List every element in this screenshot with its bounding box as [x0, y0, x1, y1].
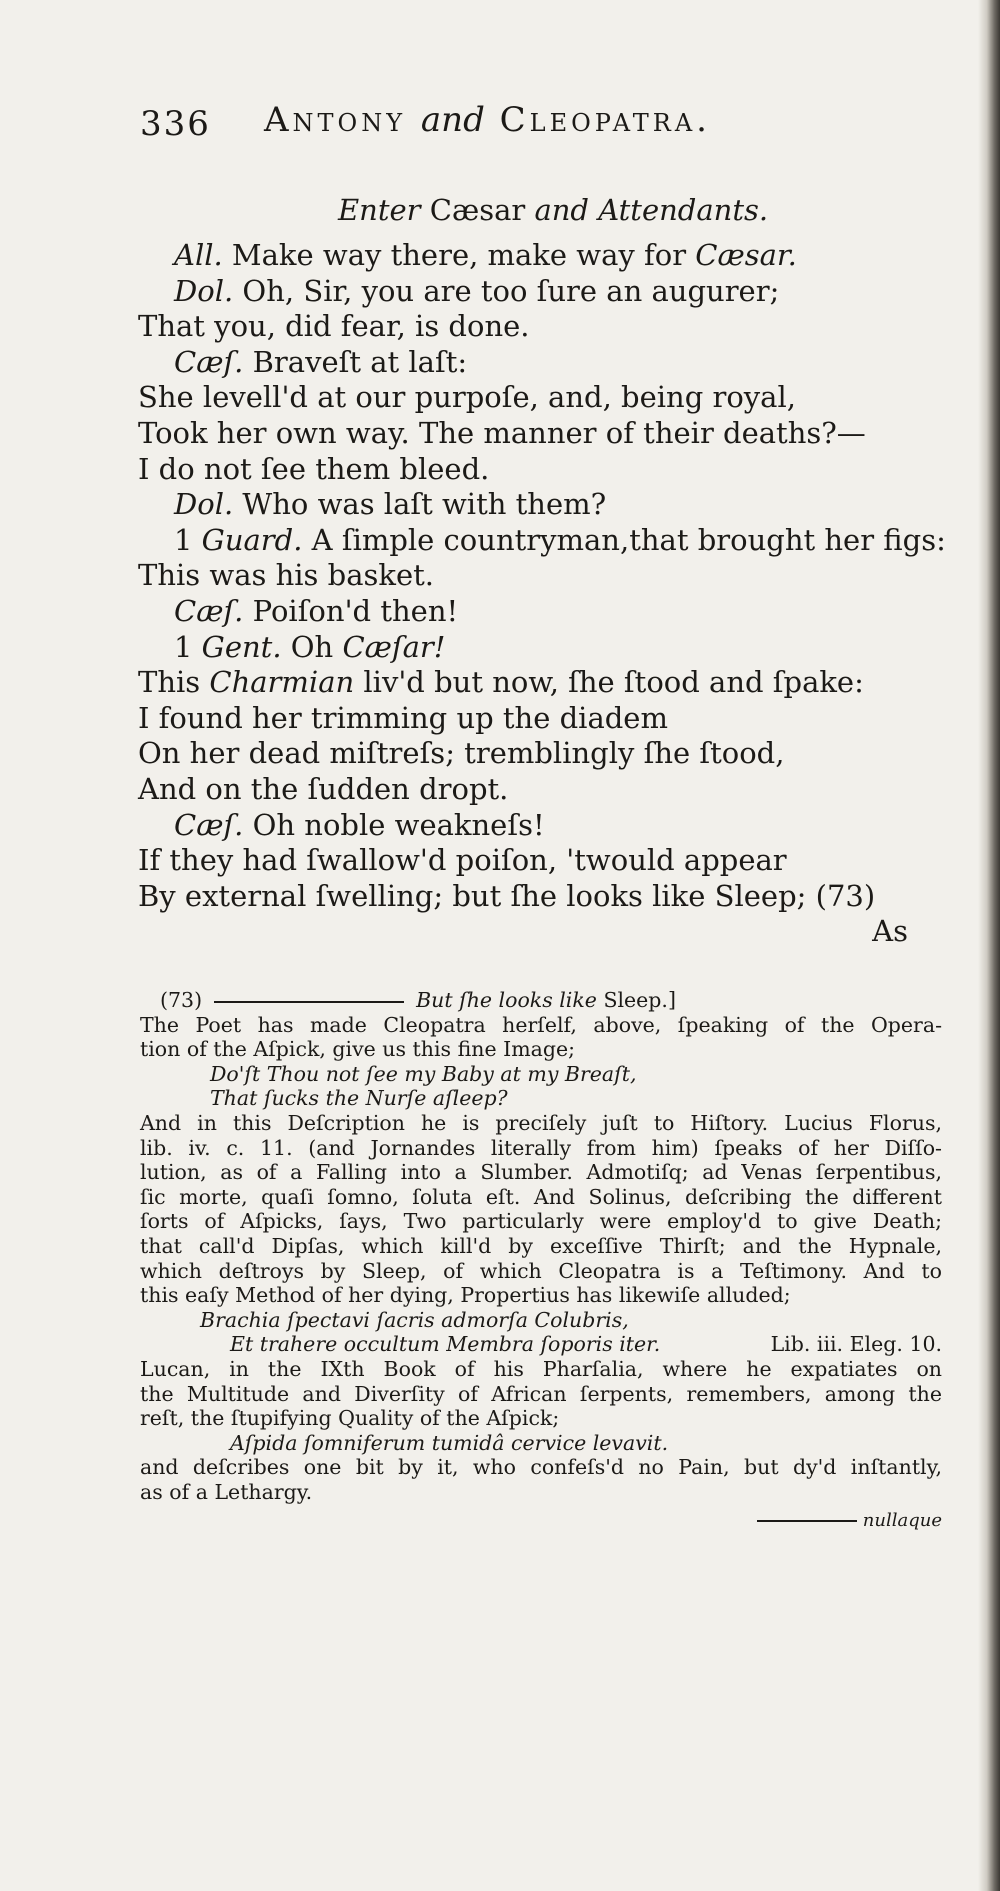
footnote-line: lib. iv. c. 11. (and Jornandes literally from him) ſpeaks of her Diſſo-	[140, 1135, 942, 1160]
running-title: Antony and Cleopatra.	[264, 100, 711, 140]
verse-line: This was his basket.	[138, 558, 435, 593]
verse-line: I found her trimming up the diadem	[138, 700, 668, 735]
verse-line: Dol. Who was laſt with them?	[174, 487, 607, 522]
footnote-line: Lucan, in the IXth Book of his Pharſalia, where he expatiates on	[140, 1356, 942, 1381]
verse-line: Dol. Oh, Sir, you are too ſure an augurer;	[174, 273, 780, 308]
footnote-line: ſic morte, quaſi ſomno, ſoluta eſt. And Solinus, deſcribing the different	[140, 1184, 942, 1209]
footnote-line: And in this Deſcription he is preciſely juſt to Hiſtory. Lucius Florus,	[140, 1110, 942, 1135]
verse-line: She levell'd at our purpoſe, and, being royal,	[138, 380, 796, 415]
footnote-line: The Poet has made Cleopatra herſelf, above, ſpeaking of the Opera-	[140, 1012, 942, 1037]
verse-line: Cæſ. Oh noble weakneſs!	[174, 807, 545, 842]
footnote-line: as of a Lethargy.	[140, 1479, 313, 1504]
running-header	[140, 100, 830, 150]
footnote-line: the Multitude and Diverſity of African ſerpents, remembers, among the	[140, 1381, 942, 1406]
footnote-line: and deſcribes one bit by it, who confeſs'd no Pain, but dy'd inſtantly,	[140, 1455, 942, 1480]
footnote-line: which deſtroys by Sleep, of which Cleopatra is a Teſtimony. And to	[140, 1258, 942, 1283]
verse-line: Cæſ. Braveſt at laſt:	[174, 344, 468, 379]
footnote-quote: Do'ſt Thou not ſee my Baby at my Breaſt,	[210, 1061, 637, 1086]
verse-line: All. Make way there, make way for Cæsar.	[174, 238, 797, 272]
footnote-quote: Aſpida ſomniferum tumidâ cervice levavit.	[230, 1430, 669, 1455]
verse-line: 1 Gent. Oh Cæſar!	[174, 629, 446, 664]
verse-line: This Charmian liv'd but now, ſhe ſtood and ſpake:	[138, 665, 864, 700]
footnote-line: tion of the Aſpick, give us this fine Image;	[140, 1037, 576, 1062]
footnote-line: this eaſy Method of her dying, Propertius has likewiſe alluded;	[140, 1283, 791, 1308]
page-number: 336	[140, 104, 211, 144]
verse-line: By external ſwelling; but ſhe looks like Sleep; (73)	[138, 878, 876, 913]
verse-line: I do not ſee them bleed.	[138, 451, 490, 486]
footnote	[140, 988, 942, 1531]
verse-line: 1 Guard. A ſimple countryman,that brought her figs:	[174, 522, 946, 557]
footnote-line: ſorts of Aſpicks, ſays, Two particularly were employ'd to give Death;	[140, 1209, 942, 1234]
verse-line: And on the ſudden dropt.	[138, 771, 509, 806]
footnote-line: lution, as of a Falling into a Slumber. Admotiſq; ad Venas ſerpentibus,	[140, 1160, 942, 1185]
footnote-quote: That ſucks the Nurſe aſleep?	[210, 1086, 508, 1111]
footnote-line: that call'd Dipſas, which kill'd by exceſſive Thirſt; and the Hypnale,	[140, 1233, 942, 1258]
verse-line: Took her own way. The manner of their deaths?—	[138, 415, 866, 450]
stage-direction: Enter Cæsar and Attendants.	[338, 193, 769, 227]
verse-lines	[138, 238, 948, 914]
footnote-line: reſt, the ſtupifying Quality of the Aſpick;	[140, 1406, 560, 1431]
footnote-quote: Brachia ſpectavi ſacris admorſa Colubris,	[200, 1307, 629, 1332]
footnote-quote: Et trahere occultum Membra ſoporis iter. Lib. iii. Eleg. 10.	[230, 1332, 942, 1357]
catchword: As	[872, 914, 908, 949]
page-edge-shadow	[978, 0, 1000, 1891]
footnote-catchword: nullaque	[140, 1510, 942, 1531]
footnote-lemma: (73) But ſhe looks like Sleep.]	[160, 988, 676, 1012]
play-text	[138, 190, 948, 950]
verse-line: If they had ſwallow'd poiſon, 'twould appear	[138, 843, 787, 878]
verse-line: Cæſ. Poiſon'd then!	[174, 593, 459, 628]
verse-line: That you, did fear, is done.	[138, 309, 530, 344]
verse-line: On her dead miſtreſs; tremblingly ſhe ſtood,	[138, 736, 785, 771]
